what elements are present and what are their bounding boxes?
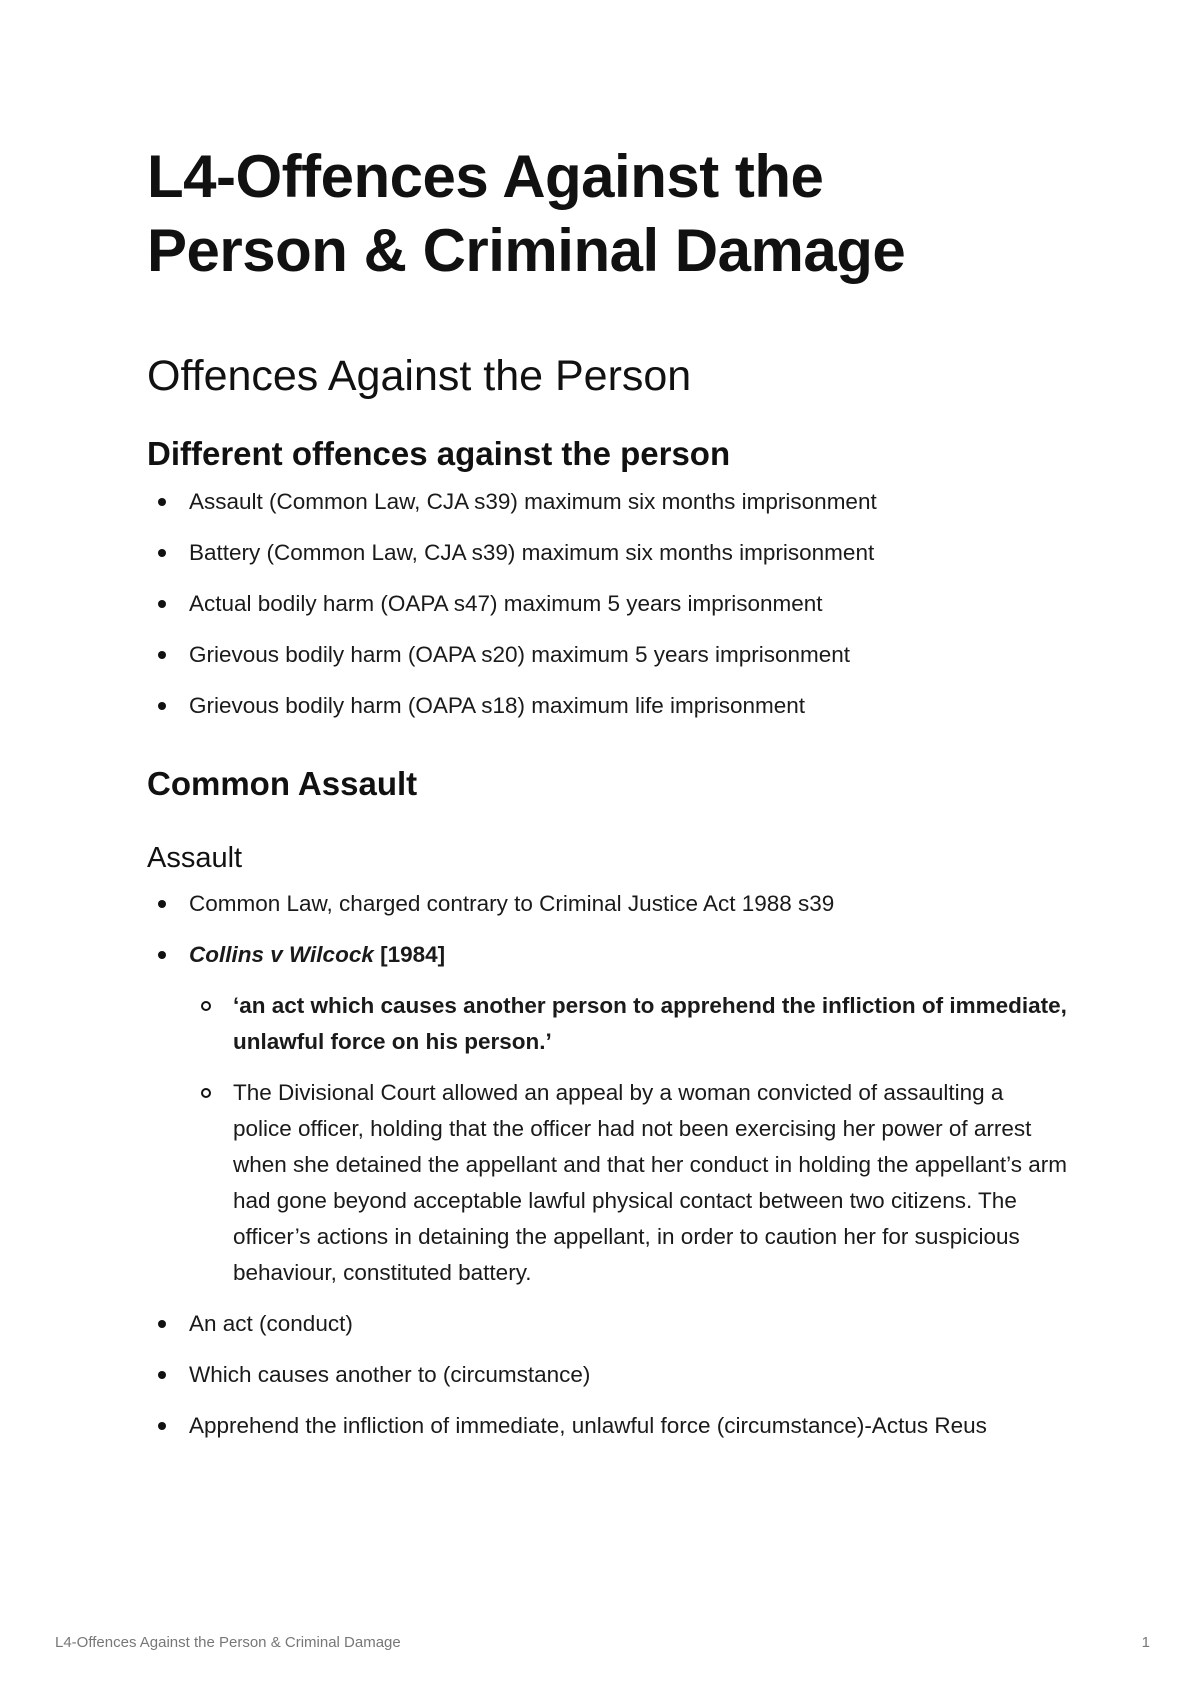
list-item-text: Common Law, charged contrary to Criminal Justice Act 1988 s39	[189, 891, 835, 916]
list-item-text: Assault (Common Law, CJA s39) maximum six months imprisonment	[189, 489, 877, 514]
list-item	[147, 637, 1067, 673]
list-item	[147, 484, 1067, 520]
list-item-text: Actual bodily harm (OAPA s47) maximum 5 years imprisonment	[189, 591, 823, 616]
title-line-1: L4-Offences Against the	[147, 143, 824, 210]
list-item	[147, 1408, 1067, 1444]
list-item-text: Grievous bodily harm (OAPA s18) maximum life imprisonment	[189, 693, 806, 718]
subsection-heading-different-offences: Different offences against the person	[147, 435, 731, 472]
list-item	[147, 1357, 1067, 1393]
hollow-bullet-icon	[201, 1001, 211, 1011]
bullet-icon	[158, 600, 166, 608]
document-title	[147, 140, 1067, 288]
section-heading-offences-against-person: Offences Against the Person	[147, 352, 692, 400]
footer-document-title: L4-Offences Against the Person & Criminal Damage	[55, 1634, 401, 1651]
title-line-2: Person & Criminal Damage	[147, 217, 906, 284]
offences-list	[147, 484, 1067, 724]
bullet-icon	[158, 1320, 166, 1328]
list-item	[147, 586, 1067, 622]
bullet-icon	[158, 900, 166, 908]
footer-page-number: 1	[1141, 1634, 1150, 1651]
list-item	[189, 1075, 1067, 1291]
bullet-icon	[158, 1371, 166, 1379]
bullet-icon	[158, 1422, 166, 1430]
case-details-list	[189, 988, 1067, 1291]
sub-subsection-heading-assault: Assault	[147, 842, 243, 874]
list-item	[147, 535, 1067, 571]
list-item-text: Apprehend the infliction of immediate, unlawful force (circumstance)-Actus Reus	[189, 1413, 987, 1438]
list-item	[147, 886, 1067, 922]
case-name: Collins v Wilcock	[189, 942, 374, 967]
bullet-icon	[158, 951, 166, 959]
list-item-text: An act (conduct)	[189, 1311, 353, 1336]
list-item-text: Grievous bodily harm (OAPA s20) maximum 5 years imprisonment	[189, 642, 851, 667]
case-quote: ‘an act which causes another person to apprehend the infliction of immediate, unlawful force on his person.’	[233, 993, 1067, 1054]
document-page	[147, 140, 1067, 1459]
hollow-bullet-icon	[201, 1088, 211, 1098]
subsection-heading-common-assault: Common Assault	[147, 765, 418, 802]
case-summary: The Divisional Court allowed an appeal by a woman convicted of assaulting a police officer, holding that the officer had not been exercising her power of arrest when she detained the appellant and that her conduct in holding the appellant’s arm had gone beyond acceptable lawful physical contact between two citizens. The officer’s actions in detaining the appellant, in order to caution her for suspicious behaviour, constituted battery.	[233, 1080, 1067, 1285]
list-item-text: Battery (Common Law, CJA s39) maximum six months imprisonment	[189, 540, 875, 565]
list-item	[189, 988, 1067, 1060]
case-year: [1984]	[373, 942, 446, 967]
list-item	[147, 688, 1067, 724]
bullet-icon	[158, 498, 166, 506]
bullet-icon	[158, 549, 166, 557]
list-item-text: Which causes another to (circumstance)	[189, 1362, 591, 1387]
bullet-icon	[158, 651, 166, 659]
list-item-case	[147, 937, 1067, 1291]
assault-list	[147, 886, 1067, 1444]
list-item	[147, 1306, 1067, 1342]
bullet-icon	[158, 702, 166, 710]
